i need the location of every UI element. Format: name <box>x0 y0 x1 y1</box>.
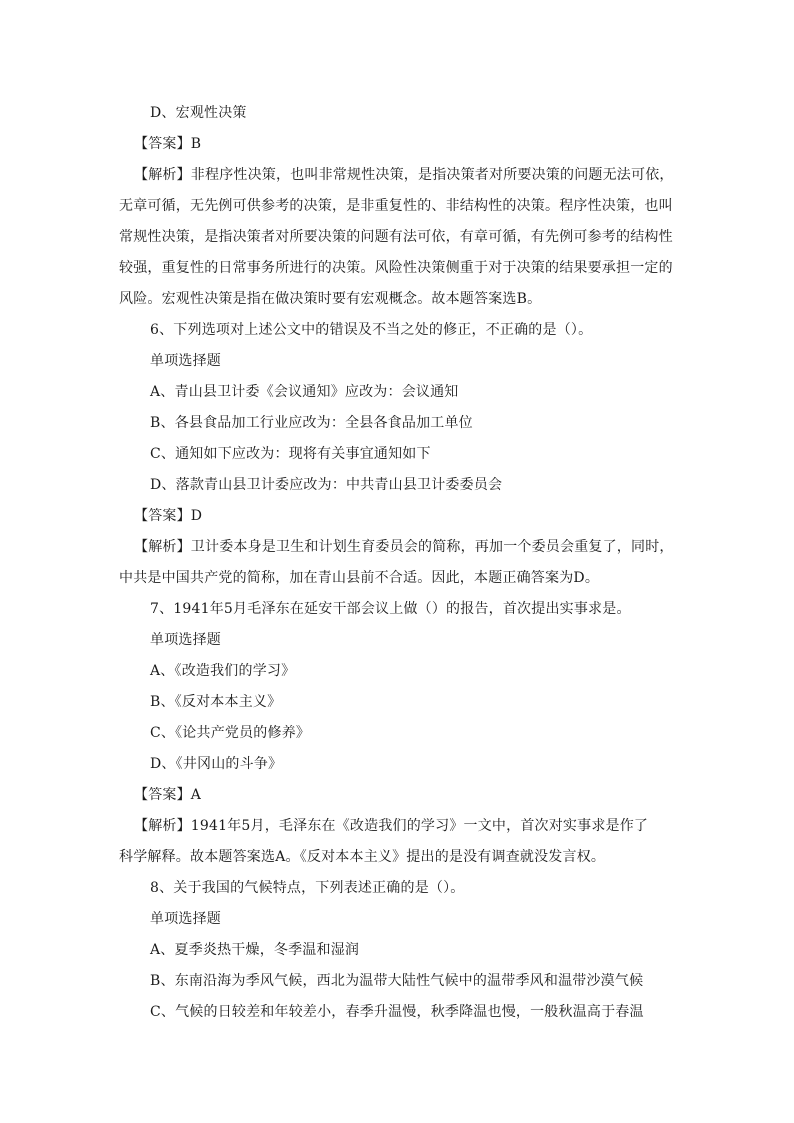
option-a-line: A、《改造我们的学习》 <box>150 663 296 679</box>
analysis-continuation: 风险。宏观性决策是指在做决策时要有宏观概念。故本题答案选B。 <box>119 291 542 307</box>
question-6: 6、下列选项对上述公文中的错误及不当之处的修正，不正确的是（）。 <box>150 322 593 338</box>
analysis-continuation: 较强，重复性的日常事务所进行的决策。风险性决策侧重于对于决策的结果要承担一定的 <box>119 260 673 276</box>
option-c-line: C、气候的日较差和年较差小，春季升温慢，秋季降温也慢，一般秋温高于春温 <box>150 1004 644 1020</box>
option-a-line: A、夏季炎热干燥，冬季温和湿润 <box>150 942 360 958</box>
answer-line: 【答案】B <box>134 136 202 152</box>
option-d-line: D、《井冈山的斗争》 <box>150 756 283 772</box>
analysis-continuation: 常规性决策，是指决策者对所要决策的问题有法可依，有章可循，有先例可参考的结构性 <box>119 229 673 245</box>
option-c-line: C、《论共产党员的修养》 <box>150 725 311 741</box>
analysis-line: 【解析】卫计委本身是卫生和计划生育委员会的简称，再加一个委员会重复了，同时， <box>134 539 674 555</box>
option-d-line: D、落款青山县卫计委应改为：中共青山县卫计委委员会 <box>150 477 503 493</box>
question-type: 单项选择题 <box>150 632 221 648</box>
answer-line: 【答案】A <box>134 787 202 803</box>
analysis-continuation: 中共是中国共产党的简称，加在青山县前不合适。因此，本题正确答案为D。 <box>119 570 600 586</box>
question-type: 单项选择题 <box>150 911 221 927</box>
question-8: 8、关于我国的气候特点，下列表述正确的是（）。 <box>150 880 465 896</box>
question-type: 单项选择题 <box>150 353 221 369</box>
analysis-line: 【解析】非程序性决策，也叫非常规性决策，是指决策者对所要决策的问题无法可依， <box>134 167 674 183</box>
analysis-line: 【解析】1941年5月，毛泽东在《改造我们的学习》一文中，首次对实事求是作了 <box>134 818 649 834</box>
question-7: 7、1941年5月毛泽东在延安干部会议上做（）的报告，首次提出实事求是。 <box>150 601 631 617</box>
option-b-line: B、《反对本本主义》 <box>150 694 282 710</box>
answer-line: 【答案】D <box>134 508 203 524</box>
analysis-continuation: 科学解释。故本题答案选A。《反对本本主义》提出的是没有调查就没发言权。 <box>119 849 606 865</box>
option-d-line: D、宏观性决策 <box>150 105 247 121</box>
option-b-line: B、各县食品加工行业应改为：全县各食品加工单位 <box>150 415 473 431</box>
option-a-line: A、青山县卫计委《会议通知》应改为：会议通知 <box>150 384 459 400</box>
option-c-line: C、通知如下应改为：现将有关事宜通知如下 <box>150 446 431 462</box>
option-b-line: B、东南沿海为季风气候，西北为温带大陆性气候中的温带季风和温带沙漠气候 <box>150 973 644 989</box>
analysis-continuation: 无章可循，无先例可供参考的决策，是非重复性的、非结构性的决策。程序性决策，也叫 <box>119 198 673 214</box>
